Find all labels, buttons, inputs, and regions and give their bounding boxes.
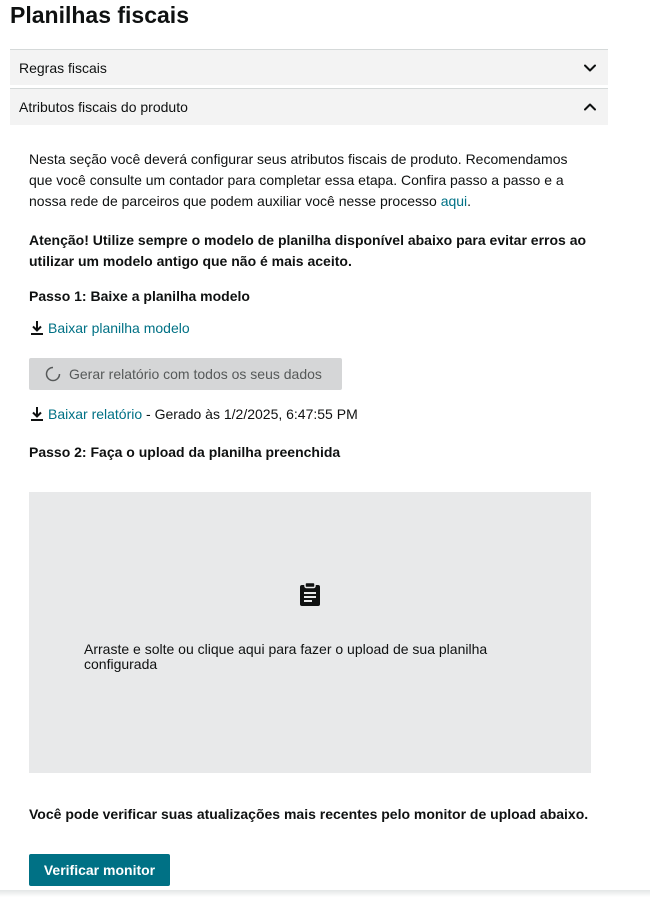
accordion-header-regras-fiscais[interactable] xyxy=(10,49,608,85)
dropzone-text: Arraste e solte ou clique aqui para fazer o upload de sua planilha configurada xyxy=(84,641,488,672)
clipboard-icon xyxy=(297,581,323,607)
download-template-link[interactable]: Baixar planilha modelo xyxy=(48,320,190,336)
report-generated-text: - Gerado às 1/2/2025, 6:47:55 PM xyxy=(142,406,358,422)
download-report-link[interactable]: Baixar relatório xyxy=(48,406,143,422)
download-icon xyxy=(29,320,45,336)
chevron-down-icon xyxy=(583,61,597,75)
accordion-label: Atributos fiscais do produto xyxy=(19,99,188,115)
monitor-note: Você pode verificar suas atualizações mais recentes pelo monitor de upload abaixo. xyxy=(29,806,589,822)
step2-title: Passo 2: Faça o upload da planilha preenchida xyxy=(29,444,341,460)
verify-monitor-button[interactable]: Verificar monitor xyxy=(29,854,170,886)
page-bottom-divider xyxy=(0,890,650,897)
accordion-header-atributos-fiscais[interactable] xyxy=(10,88,608,125)
download-icon xyxy=(29,406,45,422)
loading-spinner-icon xyxy=(45,366,61,382)
download-report-row xyxy=(29,406,589,422)
warning-text: Atenção! Utilize sempre o modelo de planilha disponível abaixo para evitar erros ao utilizar um modelo antigo que não é mais aceito. xyxy=(29,232,587,269)
accordion-label: Regras fiscais xyxy=(19,59,107,76)
intro-end: . xyxy=(467,193,472,209)
partners-link[interactable]: aqui xyxy=(440,193,468,209)
chevron-up-icon xyxy=(583,100,597,114)
intro-paragraph xyxy=(29,149,589,212)
download-template-row xyxy=(29,320,589,336)
generate-report-button[interactable] xyxy=(29,358,342,390)
generate-report-label: Gerar relatório com todos os seus dados xyxy=(69,366,322,382)
upload-dropzone[interactable] xyxy=(29,492,591,773)
intro-text: Nesta seção você deverá configurar seus atributos fiscais de produto. Recomendamos que você consulte um contador para completar essa etapa. Confira passo a passo e a nossa rede de parceiros que podem auxiliar você nesse processo xyxy=(29,151,568,209)
step1-title: Passo 1: Baixe a planilha modelo xyxy=(29,288,250,304)
page-title: Planilhas fiscais xyxy=(10,2,189,28)
